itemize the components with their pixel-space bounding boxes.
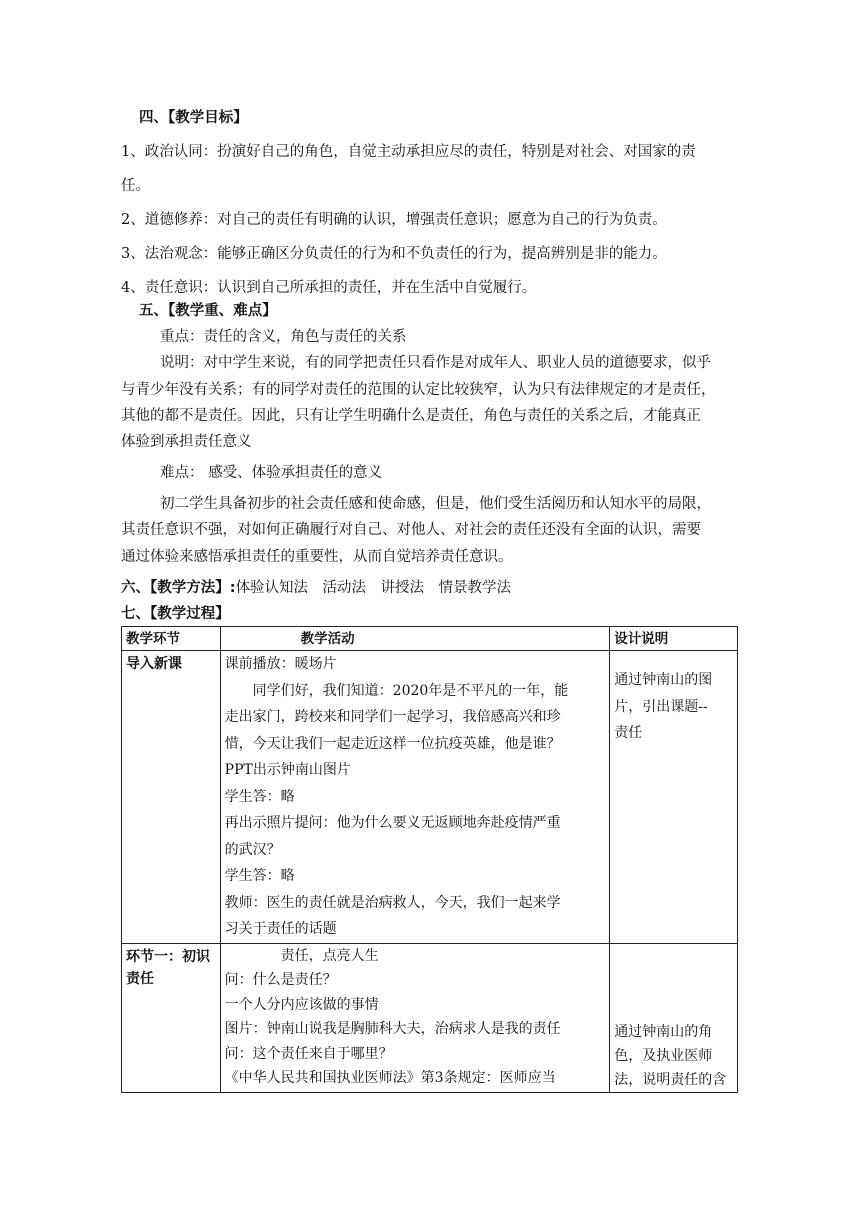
stage-label-a: 环节一：初识 [126, 948, 210, 965]
note-line: 通过钟南山的图 [614, 672, 713, 688]
activity-line: 课前播放：暖场片 [224, 656, 337, 672]
activity-line: 责任，点亮人生 [280, 947, 379, 964]
explain-line-b: 与青少年没有关系；有的同学对责任的范围的认定比较狭窄，认为只有法律规定的才是责任， [121, 382, 716, 398]
activity-line: 同学们好，我们知道：2020年是不平凡的一年，能 [252, 682, 569, 699]
activity-line: 学生答：略 [224, 868, 295, 884]
methods-heading: 六、【教学方法】: [121, 580, 236, 596]
activity-line: 惜，今天让我们一起走近这样一位抗疫英雄，他是谁？ [224, 735, 561, 752]
note-line: 通过钟南山的角 [614, 1023, 713, 1040]
goal-1-line-a: 1、政治认同：扮演好自己的角色，自觉主动承担应尽的责任，特别是对社会、对国家的责 [121, 144, 696, 160]
process-heading: 七、【教学过程】 [121, 606, 230, 622]
methods-line [121, 578, 511, 598]
activity-line: 图片：钟南山说我是胸肺科大夫，治病求人是我的责任 [224, 1021, 561, 1037]
activity-line: 走出家门，跨校来和同学们一起学习，我倍感高兴和珍 [224, 709, 561, 725]
goal-2: 2、道德修养：对自己的责任有明确的认识，增强责任意识；愿意为自己的行为负责。 [121, 212, 667, 228]
activity-line: 学生答：略 [224, 788, 295, 805]
activity-line: 的武汉？ [224, 841, 281, 858]
table-row [122, 943, 738, 1092]
note-line: 法，说明责任的含 [614, 1071, 727, 1088]
explain-line-d: 体验到承担责任意义 [121, 434, 252, 450]
key-point: 重点：责任的含义，角色与责任的关系 [160, 329, 407, 345]
table-header-row [122, 627, 738, 651]
stage-section-one [122, 943, 221, 1092]
header-design-note: 设计说明 [610, 627, 738, 651]
difficulty: 难点： 感受、体验承担责任的意义 [160, 465, 383, 481]
difficulty-line-b: 其责任意识不强，对如何正确履行对自己、对他人、对社会的责任还没有全面的认识，需要 [121, 522, 701, 538]
stage-intro: 导入新课 [122, 651, 221, 944]
header-stage: 教学环节 [122, 627, 221, 651]
goals-heading: 四、【教学目标】 [139, 110, 248, 126]
activity-line: 问：这个责任来自于哪里？ [224, 1045, 393, 1062]
key-points-heading: 五、【教学重、难点】 [139, 303, 277, 319]
methods-text: 体验认知法 活动法 讲授法 情景教学法 [235, 580, 512, 596]
activity-line: 《中华人民共和国执业医师法》第3条规定：医师应当 [224, 1070, 556, 1086]
activity-line: PPT出示钟南山图片 [224, 762, 351, 778]
activity-intro [220, 651, 610, 944]
design-note-section-one [610, 943, 738, 1092]
activity-line: 问：什么是责任？ [224, 972, 337, 988]
table-row [122, 651, 738, 944]
note-line: 责任 [614, 725, 643, 741]
activity-line: 再出示照片提问：他为什么要义无返顾地奔赴疫情严重 [224, 815, 561, 831]
stage-label-b: 责任 [126, 970, 154, 987]
difficulty-line-c: 通过体验来感悟承担责任的重要性，从而自觉培养责任意识。 [121, 549, 513, 565]
design-note-intro [610, 651, 738, 944]
difficulty-line-a: 初二学生具备初步的社会责任感和使命感，但是，他们受生活阅历和认知水平的局限， [160, 496, 711, 512]
explain-line-a: 说明：对中学生来说，有的同学把责任只看作是对成年人、职业人员的道德要求，似乎 [160, 355, 711, 371]
activity-section-one [220, 943, 610, 1092]
teaching-process-table [121, 626, 738, 1093]
activity-line: 习关于责任的话题 [224, 921, 337, 937]
goal-3: 3、法治观念：能够正确区分负责任的行为和不负责任的行为，提高辨别是非的能力。 [121, 246, 667, 262]
header-activity: 教学活动 [220, 627, 610, 651]
activity-line: 一个人分内应该做的事情 [224, 996, 379, 1013]
goal-4: 4、责任意识：认识到自己所承担的责任，并在生活中自觉履行。 [121, 280, 537, 296]
note-line: 片，引出课题-- [614, 698, 708, 715]
explain-line-c: 其他的都不是责任。因此，只有让学生明确什么是责任，角色与责任的关系之后，才能真正 [121, 408, 701, 424]
activity-line: 教师：医生的责任就是治病救人，今天，我们一起来学 [224, 894, 561, 911]
goal-1-line-b: 任。 [121, 178, 150, 194]
note-line: 色，及执业医师 [614, 1047, 713, 1064]
